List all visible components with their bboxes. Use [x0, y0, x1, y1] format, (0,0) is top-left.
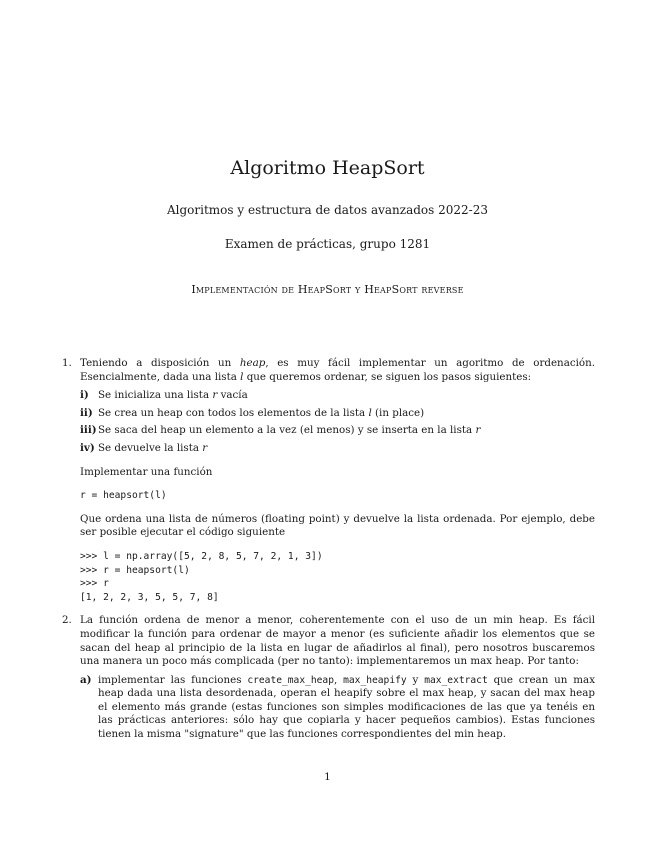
course-subtitle: Algoritmos y estructura de datos avanzados 2022-23	[167, 203, 488, 217]
exam-line: Examen de prácticas, grupo 1281	[224, 237, 431, 251]
function-name: max_extract	[424, 674, 488, 686]
function-name: max_heapify	[343, 674, 407, 686]
step-item: iv) Se devuelve la lista r	[80, 441, 208, 454]
item2-text: La función ordena de menor a menor, coherentemente con el uso de un min heap. Es fácil modificar la función para ordenar de mayor a menor (es suficiente añadir los elementos que se sacan del heap al principio de la lista en lugar de añadirlos al final), pero nosotros buscaremos una manera un poco más complicada (per no tanto): implementaremos un max heap. Por tanto:	[80, 614, 595, 668]
section-heading: Implementación de HeapSort y HeapSort reverse	[191, 283, 464, 296]
document-body	[62, 357, 595, 742]
item-number: 2.	[62, 614, 72, 627]
list-item-1	[62, 357, 595, 604]
function-name: create_max_heap	[247, 674, 334, 686]
code-example: >>> l = np.array([5, 2, 8, 5, 7, 2, 1, 3]) >>> r = heapsort(l) >>> r [1, 2, 2, 3, 5, 5, 7, 8]	[80, 550, 323, 603]
step-item: i) Se inicializa una lista r vacía	[80, 389, 248, 402]
document-title: Algoritmo HeapSort	[230, 157, 425, 179]
item-number: 1.	[62, 357, 72, 369]
step-item: iii) Se saca del heap un elemento a la vez (el menos) y se inserta en la lista r	[80, 424, 481, 437]
item1-intro: Teniendo a disposición un heap, es muy fácil implementar un agoritmo de ordenación. Esencialmente, dada una lista l que queremos ordenar, se siguen los pasos siguientes:	[80, 357, 595, 383]
steps-list	[80, 389, 595, 455]
sub-item-a: a) implementar las funciones create_max_heap, max_heapify y max_extract que crean un max heap dada una lista desordenada, operan el heapify sobre el max heap, y sacan del max heap el elemento más grande (estas funciones son simples modificaciones de las que ya tenéis en las prácticas anteriores: sólo hay que copiarla y hacer pequeños cambios). Estas funciones tienen la misma "signature" que las funciones correspondientes del min heap.	[80, 673, 596, 741]
implement-text: Implementar una función	[80, 465, 213, 478]
page-number: 1	[324, 771, 331, 783]
description-text: Que ordena una lista de números (floating point) y devuelve la lista ordenada. Por ejemplo, debe ser posible ejecutar el código siguiente	[80, 512, 595, 539]
list-item-2	[62, 614, 595, 741]
code-signature: r = heapsort(l)	[80, 490, 167, 502]
step-item: ii) Se crea un heap con todos los elementos de la lista l (in place)	[80, 406, 425, 419]
